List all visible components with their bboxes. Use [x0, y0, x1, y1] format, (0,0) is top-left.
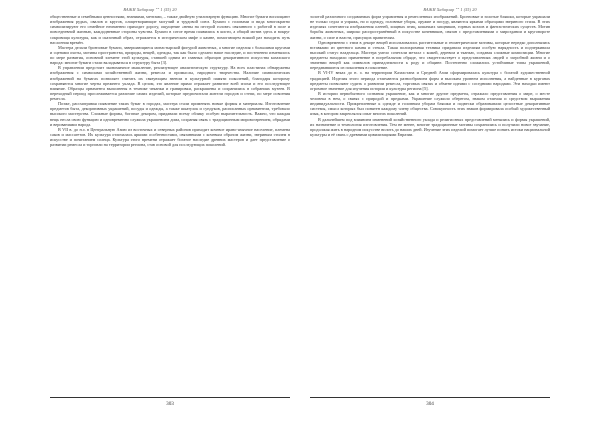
- left-page-body: [50, 14, 290, 396]
- paragraph: общественные и семейными ценностями, знаниями, мечтами, – также двойную утилитарную функцию. Многие бумаги воплощают изображения рудых, овалов и кругов, олицетворяющие могучий и трудовой союз. Бумаги с головами и вида многократно символизируют его семейное неизменно приходит дорогу, ощущение «невы на пестрой голове» связанного с работой в поле и повседневной жизнью, каждодневные стороны чувства. Бумаги в сотое время появились в кисти, а общий мотив здесь и вокруг сокровища культуры, как и сказочный образ, отражается в историческом мифе о камне, помогающем всякий раз находить путь наслоения времён.: [50, 14, 290, 45]
- paragraph: В управлении предстоит экономичное мышление, реализующее аналитическую структуру. На всех пластинах обнаружены изображения с символами хозяйственной жизни, ремесла и промыслы, народного творчества. Наличие символических изображений на бумагах позволяет считать их связующим звеном в культурной памяти поколений, благодаря которому сохраняются многие черты прежнего уклада. В целом, это явление прямо отражает развитие всей эпохи и его последующее влияние. Образцы орнамента выполнены в технике чеканки и гравировки, раскрашены и сохранились в собраниях музеев. В переходный период прослеживается различие самих изделий, которые предпочитали жители городов и степи, по мере освоения ремесла.: [50, 65, 290, 101]
- footer-rule-left: [50, 397, 290, 398]
- running-head-left: ВАЖИ Хабарлар "" 1 (55) 20: [123, 7, 177, 12]
- paragraph: В истории первобытного сознания украшение, как и многие другие предметы, отражало представления о мире, о месте человека в нем, о связях с природой и предками. Украшение служило оберегом, знаком отличия и средством выражения индивидуальности. Прикрепленные к одежде и головным уборам бляшки и подвески образовывали целостные декоративные системы, смысл которых был понятен каждому члену общества. Совокупность этих знаков формировала особый художественный язык, в котором закреплялся опыт многих поколений.: [310, 90, 550, 117]
- paragraph: Позже, рассматривая появление таких бумаг в городах, мастера стали применять новые формы и материалы. Изготовление предметов быта, декоративных украшений, посуды и одежды, а также шкатулок и сундуков, расписанных орнаментом, требовало высокого мастерства. Сложные формы, богатые декором, придавали всему облику особую выразительность. Важно, что каждая вещь несла свою функцию и одновременно служила украшением дома, сохраняя связь с традиционным мировоззрением, обрядами и верованиями народа.: [50, 101, 290, 127]
- paragraph: В VI-IV веках до н. э. на территории Казахстана и Средней Азии сформировалась культура с богатой художественной традицией. Изделия этого периода отличаются разнообразием форм и высоким уровнем исполнения, а найденные в курганах предметы позволяют судить о развитии ремесла, торговых связях и обмене идеями с соседними народами. Эти находки имеют огромное значение для изучения истории и культуры региона [5].: [310, 70, 550, 91]
- running-head-right: ВАЖИ Хабарлар "" 1 (55) 20: [423, 7, 477, 12]
- paragraph: В VII в. до н.э. в Центральную Азию из восточных и северных районов приходит кочевое ирано-язычное население, племена саков и массагетов. Их культура отличалась яркими особенностями, связанными с кочевым образом жизни, звериным стилем в искусстве и почитанием солнца. Культура этого времени отражает богатое наследие древних мастеров и дает представление о развитии ремесла и торговли на территории региона, став основой для последующих поколений.: [50, 126, 290, 148]
- paragraph: Мастера делали бронзовые бумаги, завершающиеся монастырской фигурой животных, а многие изделия с большими кругами и сценами охоты, мотивы пространства, природы, вещей, одежды, так как было сделано наше наследие, и постепенно изменялось по мере развития, основной элемент этой культуры, ставшей одним из главных образцов декоративного искусства казахского народа: многие бумаги стали вкладываться в структуру быта [3].: [50, 44, 290, 66]
- paragraph: золотой различного создаваемых форм управления и ремесленных изображений. Бронзовые и золотые бляшки, которые украшали не только седла и упряжь, но и одежду, головные уборы, оружие и посуду, являются яркими образцами звериного стиля. В этих изделиях сочетаются изображения оленей, хищных птиц, кошачьих хищников, горных козлов и фантастических существ. Мотив борьбы животных, широко распространённый в искусстве кочевников, связан с представлениями о мироздании и круговороте жизни, о силе и власти, присущих правителям.: [310, 14, 550, 40]
- footer-rule-right: [310, 397, 550, 398]
- page-number-left: 303: [166, 401, 174, 407]
- right-page-body: [310, 14, 550, 396]
- page-number-right: 304: [426, 401, 434, 407]
- right-page: [300, 0, 600, 424]
- paragraph: Одновременно с этим в декоре вещей использовались растительные и геометрические мотивы, которые нередко дополнялись вставками из цветного камня и стекла. Такая полихромная техника придавала изделиям особую нарядность и подчеркивала высокий статус владельца. Мастера умело сочетали металл с кожей, деревом и тканью, создавая сложные композиции. Многие предметы находили применение в погребальном обряде, что свидетельствует о представлениях людей о загробной жизни и о значении вещей как символов принадлежности к роду и общине. Постепенно сложились устойчивые типы украшений, передававшиеся из поколения в поколение.: [310, 39, 550, 71]
- paragraph: В дальнейшем под влиянием изменений хозяйственного уклада и религиозных представлений менялись и формы украшений, их назначение и технология изготовления. Тем не менее, многие традиционные мотивы сохранились и получили новое звучание, продолжая жить в народном искусстве вплоть до наших дней. Изучение этих изделий помогает лучше понять истоки национальной культуры и её связь с древними цивилизациями Евразии.: [310, 116, 550, 137]
